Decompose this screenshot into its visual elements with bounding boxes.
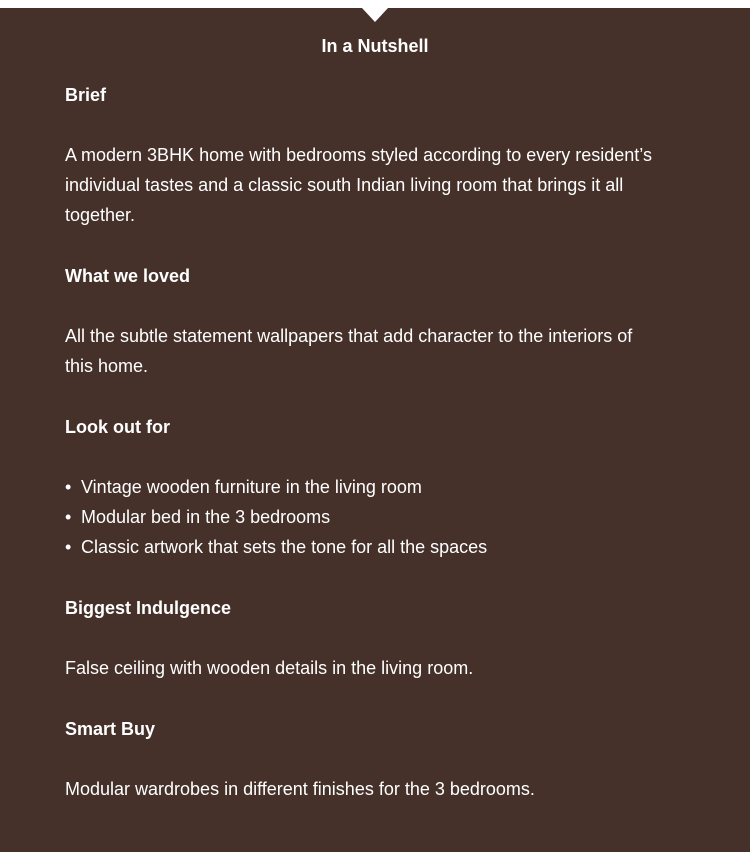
list-item-text: Vintage wooden furniture in the living room <box>81 477 422 497</box>
bullet-icon: • <box>65 507 72 527</box>
list-item <box>65 532 665 562</box>
lookout-heading: Look out for <box>65 417 170 437</box>
bullet-icon: • <box>65 477 72 497</box>
smartbuy-text: Modular wardrobes in different finishes for the 3 bedrooms. <box>65 779 535 799</box>
list-item-text: Modular bed in the 3 bedrooms <box>81 507 331 527</box>
loved-text: All the subtle statement wallpapers that add character to the interiors of this home. <box>65 326 633 376</box>
loved-heading: What we loved <box>65 266 191 286</box>
nutshell-panel <box>0 8 750 852</box>
panel-title: In a Nutshell <box>321 36 429 56</box>
bullet-icon: • <box>65 537 72 557</box>
indulgence-text: False ceiling with wooden details in the living room. <box>65 658 474 678</box>
list-item <box>65 502 665 532</box>
notch-arrow-icon <box>362 8 388 22</box>
list-item <box>65 472 665 502</box>
brief-text: A modern 3BHK home with bedrooms styled according to every resident’s individual tastes and a classic south Indian living room that brings it all together. <box>65 145 652 225</box>
nutshell-content <box>65 84 665 804</box>
indulgence-heading: Biggest Indulgence <box>65 598 232 618</box>
lookout-list <box>65 472 665 562</box>
smartbuy-heading: Smart Buy <box>65 719 156 739</box>
list-item-text: Classic artwork that sets the tone for all the spaces <box>81 537 488 557</box>
brief-heading: Brief <box>65 85 107 105</box>
